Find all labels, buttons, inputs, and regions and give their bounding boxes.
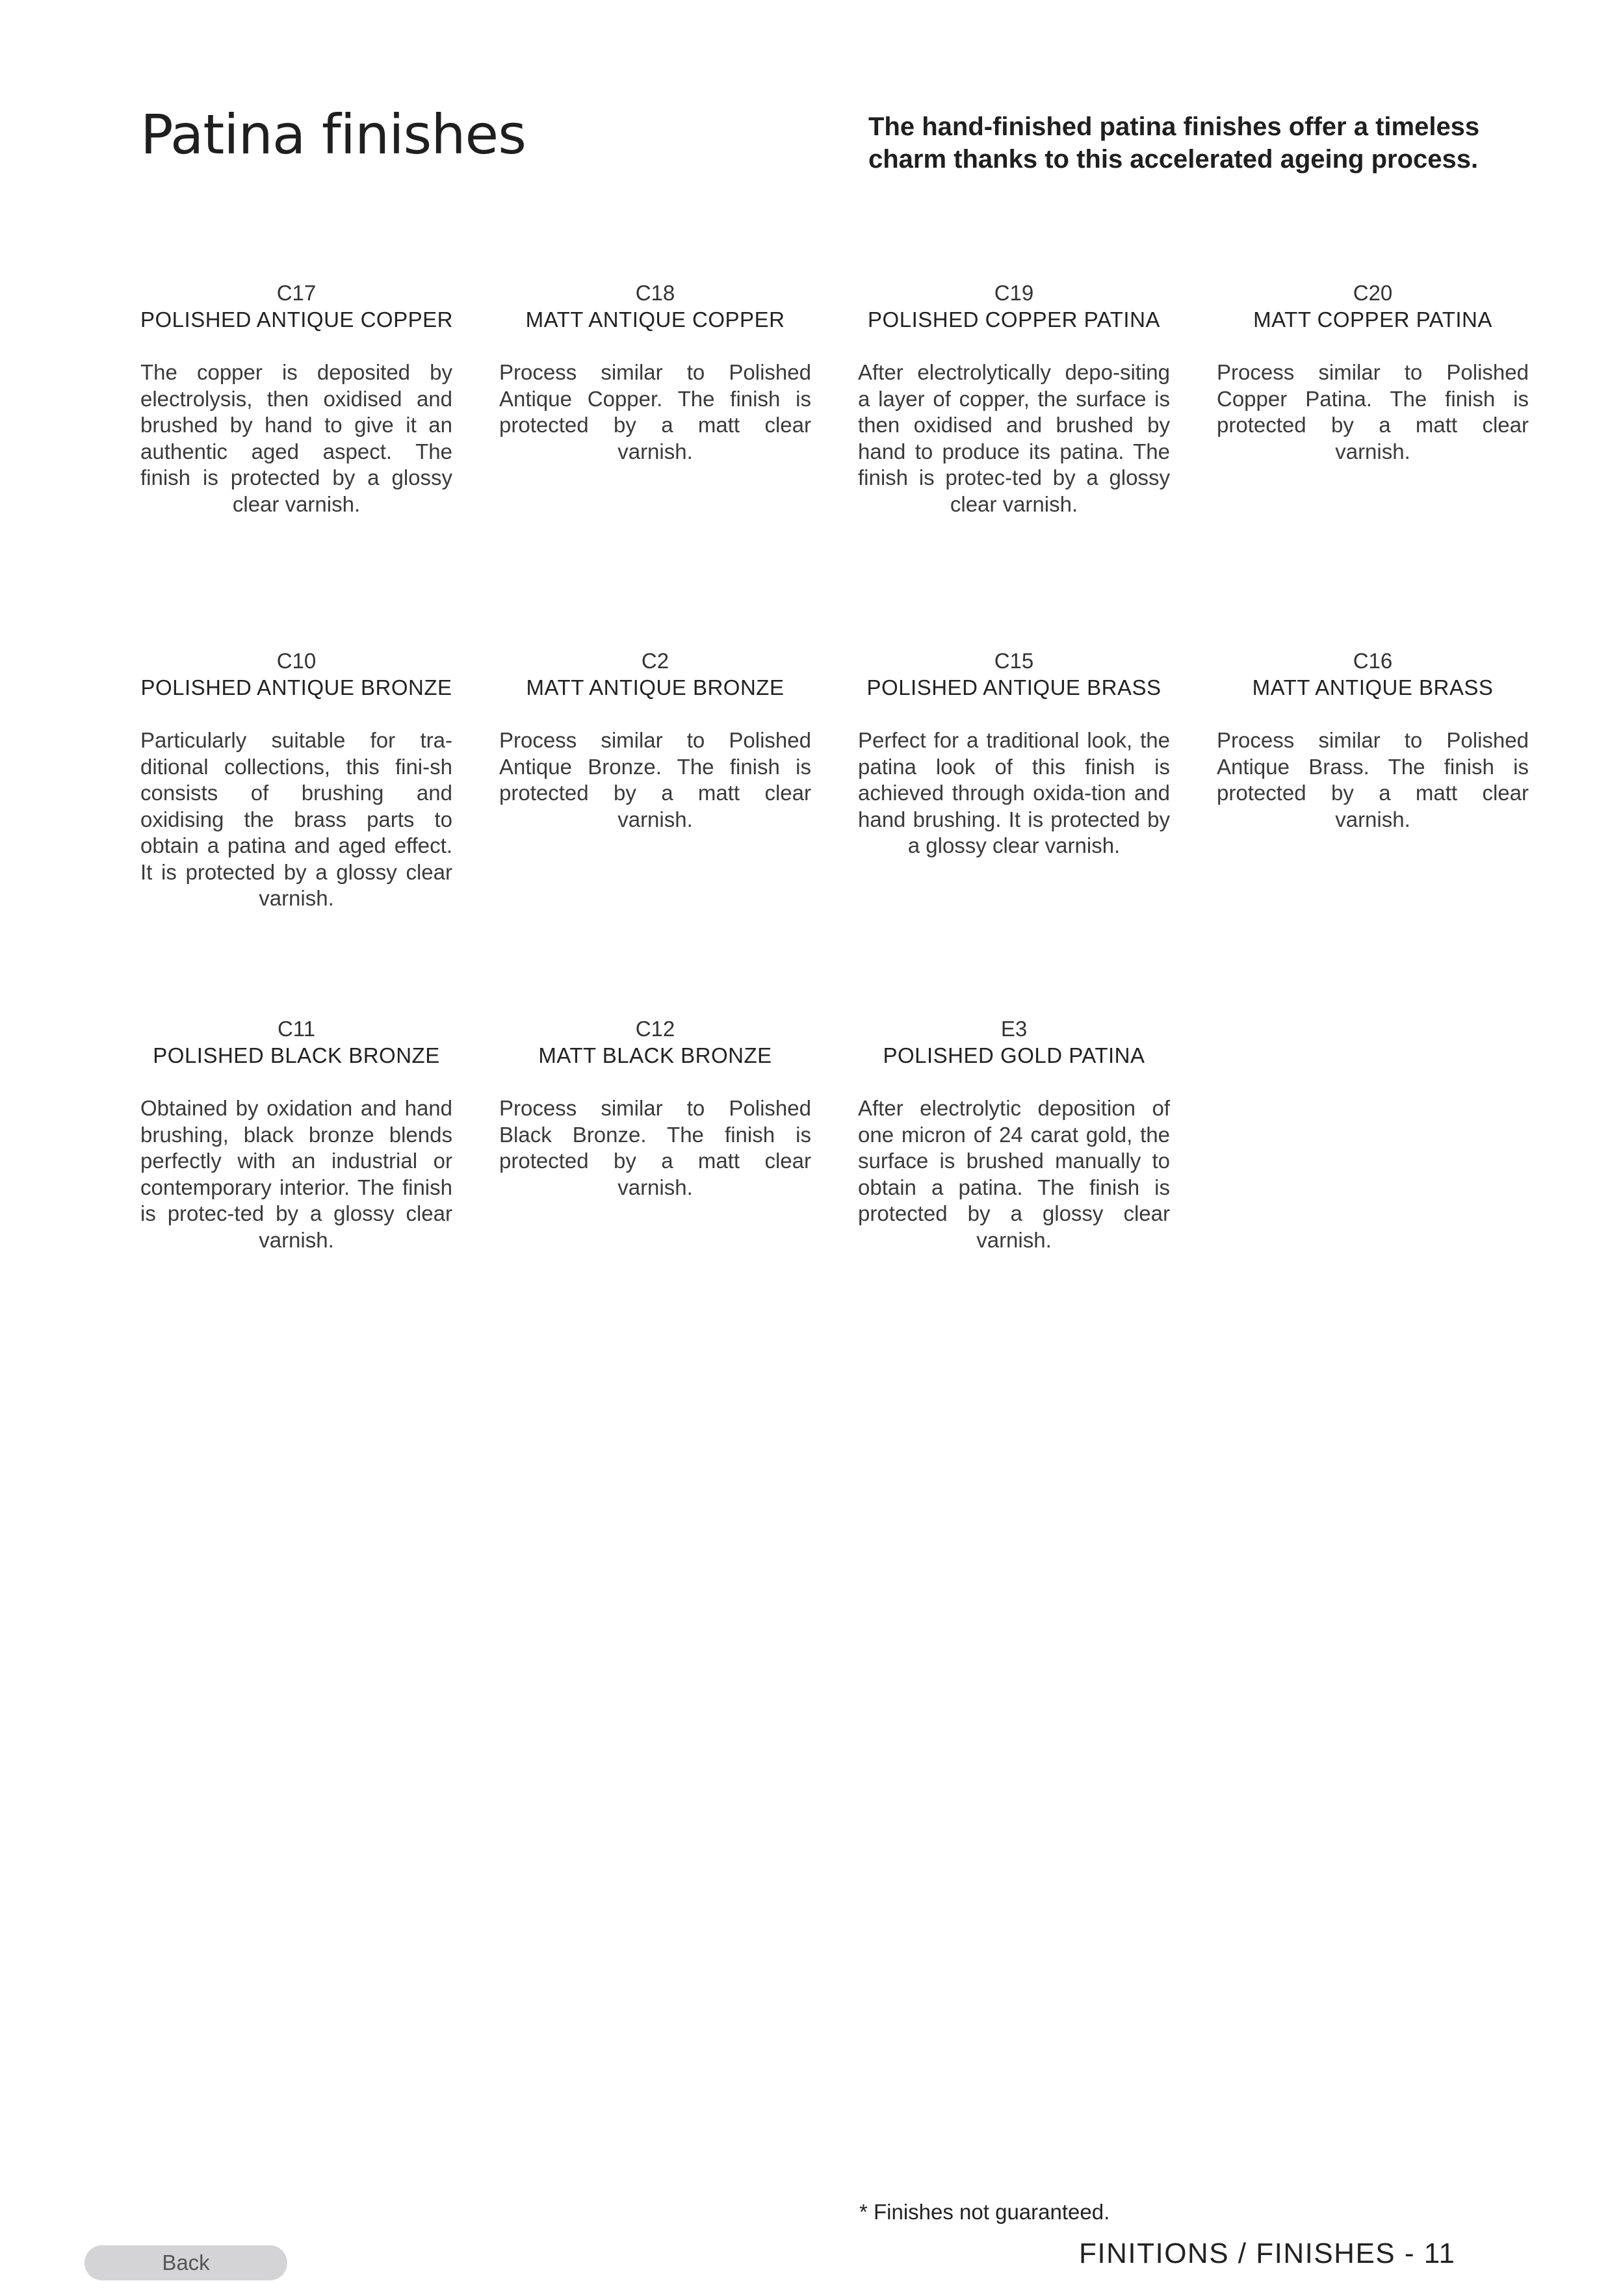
finish-name: MATT ANTIQUE COPPER: [525, 307, 785, 332]
finish-card-c18: [499, 280, 811, 647]
finish-code: C15: [994, 649, 1034, 673]
finish-code: C18: [635, 281, 675, 305]
finish-description: The copper is deposited by electrolysis, then oxidised and brushed by hand to give it an authentic aged aspect. The finish is protected by a glossy clear varnish.: [140, 360, 452, 516]
finish-description: Process similar to Polished Black Bronze. The finish is protected by a matt clear varnish.: [499, 1096, 811, 1199]
finish-name: MATT ANTIQUE BRASS: [1252, 675, 1494, 699]
finish-name: POLISHED BLACK BRONZE: [153, 1043, 440, 1067]
finish-row-2: [140, 647, 1531, 1015]
finish-row-3: [140, 1015, 1531, 1383]
finish-card-c17: [140, 280, 452, 647]
finish-name: MATT COPPER PATINA: [1253, 307, 1492, 332]
finish-description: Obtained by oxidation and hand brushing, black bronze blends perfectly with an industrial or contemporary interior. The finish is protec-ted by a glossy clear varnish.: [140, 1096, 452, 1252]
disclaimer-note: * Finishes not guaranteed.: [859, 2200, 1110, 2224]
finish-row-1: [140, 280, 1531, 647]
finish-code: C17: [276, 281, 317, 305]
finish-card-c10: [140, 647, 452, 1015]
finish-code: E3: [1000, 1017, 1028, 1041]
finish-code: C20: [1353, 281, 1393, 305]
page-title: Patina finishes: [140, 103, 526, 166]
finish-code: C19: [994, 281, 1034, 305]
finish-card-c15: [858, 647, 1170, 1015]
finish-code: C16: [1353, 649, 1393, 673]
finish-code: C12: [635, 1017, 675, 1041]
finish-card-c12: [499, 1015, 811, 1383]
finish-name: POLISHED ANTIQUE COPPER: [140, 307, 453, 332]
finish-name: POLISHED COPPER PATINA: [868, 307, 1160, 332]
finish-description: Process similar to Polished Antique Copper. The finish is protected by a matt clear varnish.: [499, 360, 811, 463]
finishes-grid: [140, 280, 1531, 1383]
finish-card-c20: [1217, 280, 1529, 647]
finish-code: C10: [276, 649, 317, 673]
finish-description: After electrolytically depo-siting a layer of copper, the surface is then oxidised and brushed by hand to produce its patina. The finish is protec-ted by a glossy clear varnish.: [858, 360, 1170, 516]
finish-name: MATT ANTIQUE BRONZE: [526, 675, 785, 699]
finish-code: C2: [641, 649, 669, 673]
finish-description: Process similar to Polished Copper Patina. The finish is protected by a matt clear varnish.: [1217, 360, 1529, 463]
finish-name: POLISHED ANTIQUE BRONZE: [140, 675, 452, 699]
finish-name: POLISHED ANTIQUE BRASS: [866, 675, 1162, 699]
finish-description: Particularly suitable for tra-ditional collections, this fini-sh consists of brushing and oxidising the brass parts to obtain a patina and aged effect. It is protected by a glossy clear varnish.: [140, 728, 452, 910]
finish-description: Process similar to Polished Antique Brass. The finish is protected by a matt clear varnish.: [1217, 728, 1529, 831]
finish-card-c19: [858, 280, 1170, 647]
finish-card-c11: [140, 1015, 452, 1383]
finish-name: POLISHED GOLD PATINA: [883, 1043, 1145, 1067]
intro-text: The hand-finished patina finishes offer a timeless charm thanks to this accelerated ageing process.: [868, 112, 1480, 174]
finish-name: MATT BLACK BRONZE: [538, 1043, 772, 1067]
finish-description: After electrolytic deposition of one micron of 24 carat gold, the surface is brushed manually to obtain a patina. The finish is protected by a glossy clear varnish.: [858, 1096, 1170, 1252]
finish-description: Perfect for a traditional look, the patina look of this finish is achieved through oxida-tion and hand brushing. It is protected by a glossy clear varnish.: [858, 728, 1170, 857]
finish-description: Process similar to Polished Antique Bronze. The finish is protected by a matt clear varnish.: [499, 728, 811, 831]
finish-card-c2: [499, 647, 811, 1015]
back-button[interactable]: Back: [84, 2245, 287, 2280]
finish-code: C11: [277, 1017, 316, 1041]
finish-card-c16: [1217, 647, 1529, 1015]
finish-card-e3: [858, 1015, 1170, 1383]
page-footer: FINITIONS / FINISHES - 11: [1079, 2237, 1456, 2269]
